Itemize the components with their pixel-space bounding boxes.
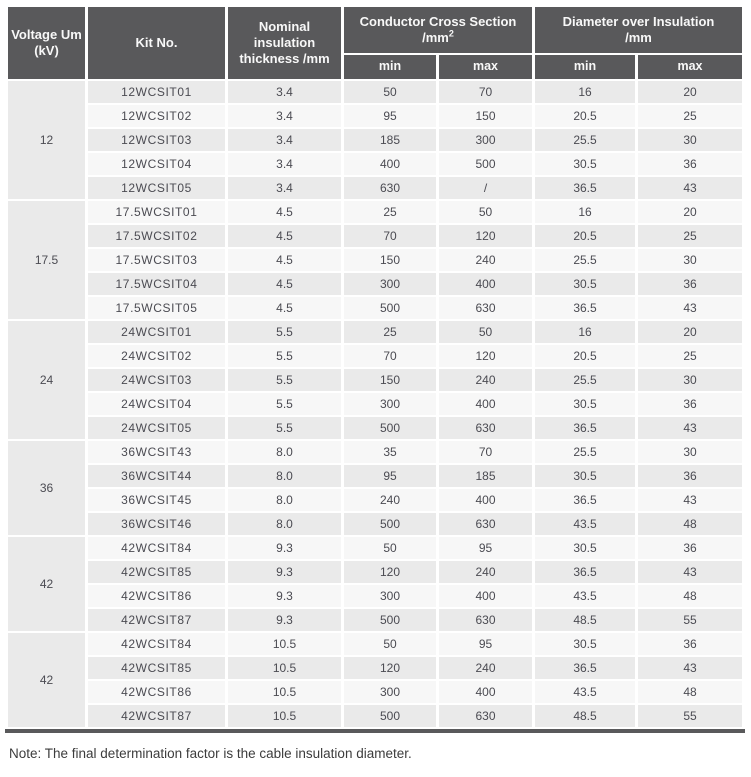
dia-max-cell: 43 <box>638 489 742 511</box>
ccs-min-cell: 70 <box>344 345 436 367</box>
header-conductor-title: Conductor Cross Section <box>359 13 517 29</box>
table-row <box>8 297 742 319</box>
header-diameter-title: Diameter over Insulation <box>562 13 715 29</box>
table-row <box>8 81 742 103</box>
table-row <box>8 345 742 367</box>
dia-max-cell: 36 <box>638 537 742 559</box>
ccs-max-cell: 150 <box>439 105 532 127</box>
dia-min-cell: 30.5 <box>535 537 635 559</box>
table-row <box>8 225 742 247</box>
table-row <box>8 561 742 583</box>
table-row <box>8 489 742 511</box>
dia-max-cell: 30 <box>638 129 742 151</box>
dia-min-cell: 48.5 <box>535 609 635 631</box>
ccs-min-cell: 120 <box>344 657 436 679</box>
header-voltage: Voltage Um (kV) <box>8 7 85 79</box>
table-row <box>8 537 742 559</box>
voltage-cell: 24 <box>8 321 85 439</box>
ccs-min-cell: 500 <box>344 513 436 535</box>
kit-no-cell: 36WCSIT46 <box>88 513 225 535</box>
ccs-min-cell: 300 <box>344 681 436 703</box>
ccs-max-cell: 400 <box>439 489 532 511</box>
thickness-cell: 3.4 <box>228 81 341 103</box>
header-ccs-min: min <box>344 55 436 79</box>
ccs-min-cell: 120 <box>344 561 436 583</box>
note-text: Note: The final determination factor is the cable insulation diameter. <box>9 746 412 761</box>
thickness-cell: 9.3 <box>228 537 341 559</box>
ccs-max-cell: 95 <box>439 537 532 559</box>
thickness-cell: 4.5 <box>228 273 341 295</box>
ccs-max-cell: 50 <box>439 201 532 223</box>
dia-max-cell: 36 <box>638 393 742 415</box>
dia-max-cell: 30 <box>638 249 742 271</box>
ccs-max-cell: 50 <box>439 321 532 343</box>
kit-no-cell: 36WCSIT45 <box>88 489 225 511</box>
ccs-max-cell: 70 <box>439 81 532 103</box>
thickness-cell: 3.4 <box>228 153 341 175</box>
dia-max-cell: 20 <box>638 81 742 103</box>
dia-min-cell: 36.5 <box>535 297 635 319</box>
spec-table <box>5 5 745 733</box>
kit-no-cell: 42WCSIT86 <box>88 681 225 703</box>
ccs-max-cell: 240 <box>439 369 532 391</box>
dia-min-cell: 36.5 <box>535 489 635 511</box>
kit-no-cell: 12WCSIT05 <box>88 177 225 199</box>
kit-no-cell: 24WCSIT02 <box>88 345 225 367</box>
table-row <box>8 177 742 199</box>
kit-no-cell: 17.5WCSIT04 <box>88 273 225 295</box>
dia-max-cell: 55 <box>638 609 742 631</box>
ccs-min-cell: 300 <box>344 585 436 607</box>
dia-min-cell: 16 <box>535 321 635 343</box>
dia-max-cell: 48 <box>638 585 742 607</box>
kit-no-cell: 42WCSIT85 <box>88 657 225 679</box>
ccs-max-cell: 630 <box>439 417 532 439</box>
thickness-cell: 10.5 <box>228 657 341 679</box>
dia-max-cell: 55 <box>638 705 742 727</box>
dia-min-cell: 36.5 <box>535 417 635 439</box>
table-row <box>8 681 742 703</box>
dia-min-cell: 36.5 <box>535 657 635 679</box>
table-row <box>8 417 742 439</box>
kit-no-cell: 12WCSIT02 <box>88 105 225 127</box>
ccs-min-cell: 70 <box>344 225 436 247</box>
table-row <box>8 657 742 679</box>
thickness-cell: 5.5 <box>228 321 341 343</box>
dia-max-cell: 48 <box>638 513 742 535</box>
kit-no-cell: 12WCSIT04 <box>88 153 225 175</box>
thickness-cell: 8.0 <box>228 441 341 463</box>
kit-no-cell: 42WCSIT84 <box>88 537 225 559</box>
table-row <box>8 321 742 343</box>
kit-no-cell: 42WCSIT87 <box>88 705 225 727</box>
ccs-min-cell: 95 <box>344 465 436 487</box>
dia-max-cell: 20 <box>638 201 742 223</box>
dia-max-cell: 43 <box>638 561 742 583</box>
dia-min-cell: 30.5 <box>535 153 635 175</box>
ccs-min-cell: 500 <box>344 705 436 727</box>
dia-max-cell: 30 <box>638 441 742 463</box>
thickness-cell: 8.0 <box>228 489 341 511</box>
dia-max-cell: 25 <box>638 225 742 247</box>
header-conductor-group <box>344 7 532 53</box>
ccs-max-cell: 240 <box>439 249 532 271</box>
thickness-cell: 5.5 <box>228 417 341 439</box>
dia-max-cell: 36 <box>638 465 742 487</box>
thickness-cell: 8.0 <box>228 513 341 535</box>
ccs-max-cell: 400 <box>439 681 532 703</box>
dia-max-cell: 36 <box>638 633 742 655</box>
ccs-min-cell: 185 <box>344 129 436 151</box>
table-row <box>8 609 742 631</box>
thickness-cell: 3.4 <box>228 105 341 127</box>
thickness-cell: 4.5 <box>228 297 341 319</box>
voltage-cell: 12 <box>8 81 85 199</box>
dia-min-cell: 43.5 <box>535 681 635 703</box>
table-row <box>8 129 742 151</box>
dia-min-cell: 25.5 <box>535 129 635 151</box>
ccs-min-cell: 500 <box>344 609 436 631</box>
header-conductor-sup: 2 <box>448 28 454 39</box>
table-row <box>8 249 742 271</box>
header-kit-no: Kit No. <box>88 7 225 79</box>
thickness-cell: 5.5 <box>228 345 341 367</box>
ccs-max-cell: / <box>439 177 532 199</box>
voltage-cell: 17.5 <box>8 201 85 319</box>
dia-max-cell: 43 <box>638 297 742 319</box>
voltage-cell: 36 <box>8 441 85 535</box>
ccs-max-cell: 95 <box>439 633 532 655</box>
dia-max-cell: 25 <box>638 105 742 127</box>
kit-no-cell: 24WCSIT05 <box>88 417 225 439</box>
kit-no-cell: 24WCSIT03 <box>88 369 225 391</box>
voltage-cell: 42 <box>8 537 85 631</box>
dia-min-cell: 20.5 <box>535 225 635 247</box>
table-row <box>8 705 742 727</box>
ccs-min-cell: 300 <box>344 393 436 415</box>
kit-no-cell: 12WCSIT03 <box>88 129 225 151</box>
ccs-max-cell: 70 <box>439 441 532 463</box>
table-row <box>8 513 742 535</box>
header-diameter-unit: /mm <box>625 30 652 45</box>
table-row <box>8 633 742 655</box>
dia-min-cell: 36.5 <box>535 561 635 583</box>
dia-min-cell: 48.5 <box>535 705 635 727</box>
thickness-cell: 3.4 <box>228 177 341 199</box>
dia-max-cell: 48 <box>638 681 742 703</box>
thickness-cell: 4.5 <box>228 201 341 223</box>
ccs-max-cell: 240 <box>439 657 532 679</box>
thickness-cell: 10.5 <box>228 633 341 655</box>
table-row <box>8 393 742 415</box>
ccs-max-cell: 630 <box>439 609 532 631</box>
header-ccs-max: max <box>439 55 532 79</box>
dia-max-cell: 43 <box>638 177 742 199</box>
thickness-cell: 10.5 <box>228 681 341 703</box>
dia-min-cell: 25.5 <box>535 369 635 391</box>
dia-min-cell: 20.5 <box>535 345 635 367</box>
dia-min-cell: 30.5 <box>535 633 635 655</box>
ccs-max-cell: 630 <box>439 297 532 319</box>
table-row <box>8 369 742 391</box>
thickness-cell: 4.5 <box>228 249 341 271</box>
dia-min-cell: 36.5 <box>535 177 635 199</box>
header-nominal-thickness: Nominal insulation thickness /mm <box>228 7 341 79</box>
ccs-min-cell: 400 <box>344 153 436 175</box>
ccs-max-cell: 120 <box>439 345 532 367</box>
dia-min-cell: 30.5 <box>535 465 635 487</box>
dia-min-cell: 30.5 <box>535 393 635 415</box>
kit-no-cell: 24WCSIT01 <box>88 321 225 343</box>
ccs-max-cell: 400 <box>439 273 532 295</box>
ccs-min-cell: 25 <box>344 321 436 343</box>
table-row <box>8 201 742 223</box>
kit-no-cell: 36WCSIT43 <box>88 441 225 463</box>
kit-no-cell: 17.5WCSIT05 <box>88 297 225 319</box>
ccs-max-cell: 120 <box>439 225 532 247</box>
ccs-max-cell: 185 <box>439 465 532 487</box>
thickness-cell: 9.3 <box>228 585 341 607</box>
dia-max-cell: 43 <box>638 657 742 679</box>
voltage-cell: 42 <box>8 633 85 727</box>
dia-min-cell: 20.5 <box>535 105 635 127</box>
thickness-cell: 5.5 <box>228 369 341 391</box>
header-dia-max: max <box>638 55 742 79</box>
thickness-cell: 10.5 <box>228 705 341 727</box>
kit-no-cell: 17.5WCSIT03 <box>88 249 225 271</box>
table-row <box>8 441 742 463</box>
dia-min-cell: 16 <box>535 201 635 223</box>
kit-no-cell: 24WCSIT04 <box>88 393 225 415</box>
table-row <box>8 465 742 487</box>
table-header <box>8 7 742 79</box>
kit-no-cell: 36WCSIT44 <box>88 465 225 487</box>
dia-max-cell: 20 <box>638 321 742 343</box>
ccs-max-cell: 240 <box>439 561 532 583</box>
ccs-min-cell: 630 <box>344 177 436 199</box>
thickness-cell: 9.3 <box>228 561 341 583</box>
kit-no-cell: 42WCSIT85 <box>88 561 225 583</box>
dia-max-cell: 36 <box>638 153 742 175</box>
dia-min-cell: 25.5 <box>535 441 635 463</box>
ccs-max-cell: 500 <box>439 153 532 175</box>
thickness-cell: 3.4 <box>228 129 341 151</box>
ccs-min-cell: 300 <box>344 273 436 295</box>
ccs-max-cell: 400 <box>439 585 532 607</box>
dia-min-cell: 43.5 <box>535 585 635 607</box>
dia-max-cell: 30 <box>638 369 742 391</box>
ccs-min-cell: 500 <box>344 417 436 439</box>
table-row <box>8 585 742 607</box>
kit-no-cell: 12WCSIT01 <box>88 81 225 103</box>
ccs-max-cell: 630 <box>439 513 532 535</box>
kit-no-cell: 42WCSIT86 <box>88 585 225 607</box>
header-dia-min: min <box>535 55 635 79</box>
dia-max-cell: 43 <box>638 417 742 439</box>
ccs-min-cell: 500 <box>344 297 436 319</box>
header-diameter-group <box>535 7 742 53</box>
ccs-min-cell: 150 <box>344 249 436 271</box>
kit-no-cell: 42WCSIT87 <box>88 609 225 631</box>
thickness-cell: 9.3 <box>228 609 341 631</box>
ccs-max-cell: 300 <box>439 129 532 151</box>
ccs-max-cell: 400 <box>439 393 532 415</box>
ccs-min-cell: 240 <box>344 489 436 511</box>
ccs-min-cell: 35 <box>344 441 436 463</box>
kit-no-cell: 17.5WCSIT01 <box>88 201 225 223</box>
dia-min-cell: 25.5 <box>535 249 635 271</box>
ccs-max-cell: 630 <box>439 705 532 727</box>
ccs-min-cell: 50 <box>344 81 436 103</box>
ccs-min-cell: 95 <box>344 105 436 127</box>
dia-max-cell: 25 <box>638 345 742 367</box>
dia-min-cell: 16 <box>535 81 635 103</box>
dia-min-cell: 43.5 <box>535 513 635 535</box>
thickness-cell: 5.5 <box>228 393 341 415</box>
table-body <box>8 81 742 727</box>
ccs-min-cell: 50 <box>344 633 436 655</box>
kit-no-cell: 17.5WCSIT02 <box>88 225 225 247</box>
ccs-min-cell: 50 <box>344 537 436 559</box>
table-row <box>8 273 742 295</box>
ccs-min-cell: 25 <box>344 201 436 223</box>
dia-max-cell: 36 <box>638 273 742 295</box>
dia-min-cell: 30.5 <box>535 273 635 295</box>
thickness-cell: 4.5 <box>228 225 341 247</box>
ccs-min-cell: 150 <box>344 369 436 391</box>
table-row <box>8 153 742 175</box>
thickness-cell: 8.0 <box>228 465 341 487</box>
kit-no-cell: 42WCSIT84 <box>88 633 225 655</box>
table-row <box>8 105 742 127</box>
header-conductor-unit: /mm <box>422 30 449 45</box>
